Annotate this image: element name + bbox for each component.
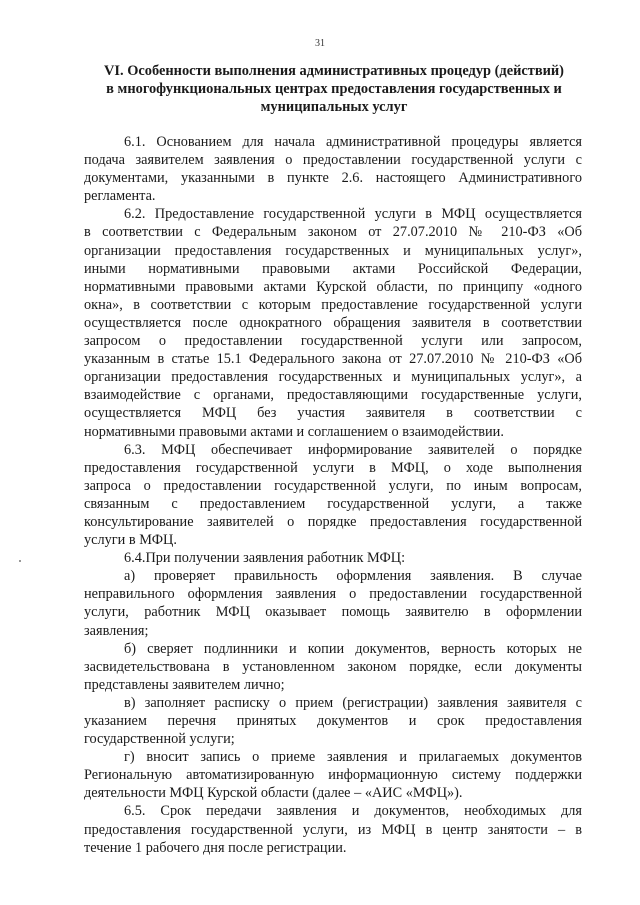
text-line: 6.1. Основанием для начала административной процедуры является — [124, 134, 582, 150]
text-line: окна», в соответствии с которым предоставление государственной услуги — [84, 296, 582, 313]
heading-line: VI. Особенности выполнения административных процедур (действий) — [104, 63, 564, 79]
text-line: государственной услуги; — [84, 731, 235, 748]
text-line: иными нормативными правовыми актами Российской Федерации, — [84, 260, 582, 277]
text-line: засвидетельствована в установленном законом порядке, если документы — [84, 658, 582, 675]
text-line: услуги в МФЦ. — [84, 532, 177, 549]
text-line: деятельности МФЦ Курской области (далее – «АИС «МФЦ»). — [84, 785, 463, 802]
text-line: а) проверяет правильность оформления заявления. В случае — [124, 568, 582, 585]
paragraph-p6-4-g — [84, 748, 582, 802]
text-line: неправильного оформления заявления о предоставлении государственной — [84, 586, 582, 603]
text-line: Региональную автоматизированную информационную систему поддержки — [84, 767, 582, 784]
paragraph-p6-5 — [84, 802, 582, 856]
text-line: нормативными правовыми актами и соглашением о взаимодействии. — [84, 423, 504, 440]
scan-speck — [19, 560, 21, 562]
text-line: указанием перечня принятых документов и срок предоставления — [84, 713, 582, 729]
text-line: осуществляется после однократного обращения заявителя в соответствии — [84, 314, 582, 331]
text-line: взаимодействие с органами, предоставляющими государственные услуги, — [84, 387, 582, 404]
text-line: предоставления государственной услуги в МФЦ, о ходе выполнения — [84, 459, 582, 476]
text-line: заявления; — [84, 622, 149, 639]
paragraph-p6-1 — [84, 133, 582, 205]
paragraph-p6-4 — [84, 549, 582, 567]
paragraph-p6-4-v — [84, 694, 582, 748]
text-line: б) сверяет подлинники и копии документов, верность которых не — [124, 640, 582, 657]
text-line: консультирование заявителей о порядке предоставления государственной — [84, 513, 582, 530]
text-line: запроса о предоставлении государственной услуги, по иным вопросам, — [84, 477, 582, 494]
text-line: регламента. — [84, 188, 156, 205]
text-line: связанным с предоставлением государственной услуги, а также — [84, 495, 582, 512]
paragraph-p6-4-a — [84, 567, 582, 639]
paragraph-p6-3 — [84, 441, 582, 550]
text-line: осуществляется МФЦ без участия заявителя в соответствии с — [84, 405, 582, 422]
heading-line: в многофункциональных центрах предоставления государственных и — [106, 81, 562, 97]
text-line: 6.5. Срок передачи заявления и документов, необходимых для — [124, 803, 582, 820]
text-line: г) вносит запись о приеме заявления и прилагаемых документов — [124, 749, 582, 766]
page-number: 31 — [315, 38, 325, 49]
text-line: предоставления государственной услуги, из МФЦ в центр занятости – в — [84, 821, 582, 838]
paragraph-p6-4-b — [84, 640, 582, 694]
text-line: указанным в статье 15.1 Федерального закона от 27.07.2010 № 210-ФЗ «Об — [84, 351, 582, 368]
heading-line: муниципальных услуг — [260, 99, 408, 115]
text-line: нормативными правовыми актами Курской области, по принципу «одного — [84, 278, 582, 295]
document-body — [84, 133, 582, 857]
text-line: организации предоставления государственных и муниципальных услуг», а — [84, 369, 582, 386]
text-line: в соответствии с Федеральным законом от 27.07.2010 № 210-ФЗ «Об — [84, 224, 582, 241]
text-line: организации предоставления государственных и муниципальных услуг», — [84, 242, 582, 259]
text-line: 6.3. МФЦ обеспечивает информирование заявителей о порядке — [124, 441, 582, 458]
text-line: услуги, работник МФЦ оказывает помощь заявителю в оформлении — [84, 604, 582, 621]
text-line: 6.2. Предоставление государственной услуги в МФЦ осуществляется — [124, 206, 582, 223]
section-heading — [84, 62, 584, 116]
text-line: запросом о предоставлении государственной услуги или запросом, — [84, 333, 582, 350]
text-line: документами, указанными в пункте 2.6. настоящего Административного — [84, 170, 582, 187]
paragraph-p6-2 — [84, 205, 582, 440]
text-line: подача заявителем заявления о предоставлении государственной услуги с — [84, 152, 582, 169]
text-line: представлены заявителем лично; — [84, 676, 285, 693]
text-line: течение 1 рабочего дня после регистрации. — [84, 839, 347, 856]
text-line: 6.4.При получении заявления работник МФЦ: — [124, 550, 406, 567]
text-line: в) заполняет расписку о прием (регистрации) заявления заявителя с — [124, 694, 582, 711]
